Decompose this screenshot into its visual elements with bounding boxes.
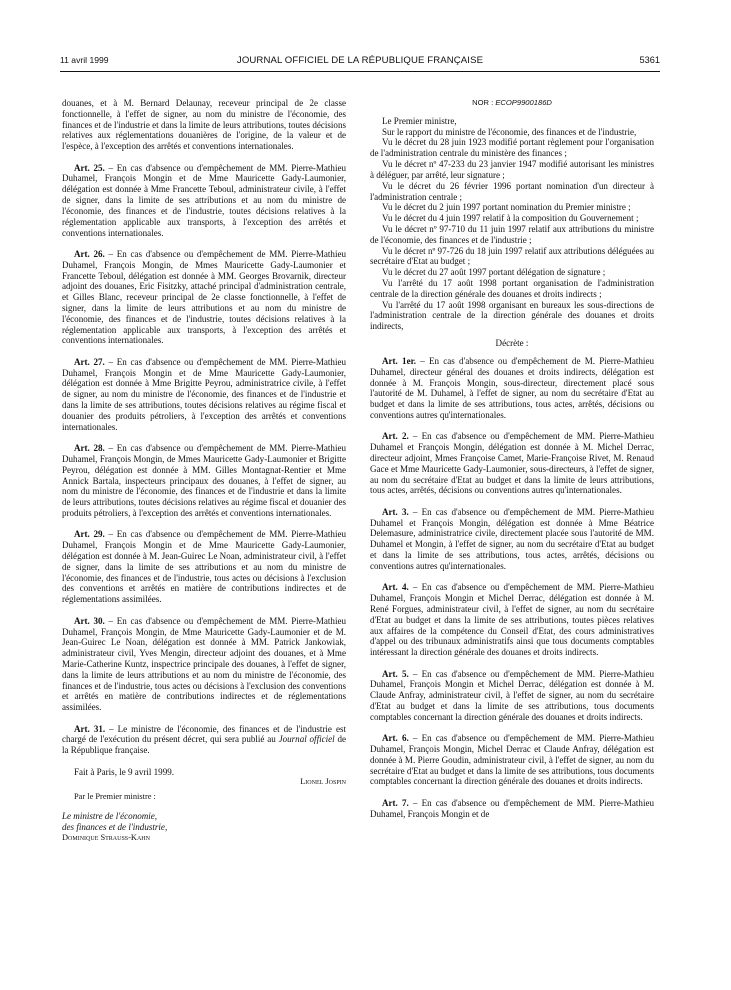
left-column <box>62 98 346 844</box>
article-label: Art. 31. <box>74 723 106 734</box>
article: Art. 6. – En cas d'absence ou d'empêchement de MM. Pierre-Mathieu Duhamel, François Mongin, Michel Derrac et Claude Anfray, délégation est donnée à M. Pierre Goudin, administrateur civil, à l'effet de signer, au nom du secrétaire d'Etat au budget et dans la limite de ses attributions, tous documents comptables concernant la direction générale des douanes et droits indirects. <box>370 733 655 787</box>
article-label: Art. 3. <box>382 506 409 517</box>
preamble-line: Sur le rapport du ministre de l'économie, des finances et de l'industrie, <box>382 126 637 137</box>
article: Art. 26. – En cas d'absence ou d'empêchement de MM. Pierre-Mathieu Duhamel, François Mongin, de Mmes Mauricette Gady-Laumonier et Francette Teboul, délégation est donnée à MM. Georges Brovarnik, directeur adjoint des douanes, Eric Fisitzky, attaché principal d'administration centrale, et Gilles Blanc, receveur principal de 2e classe fonctionnelle, à l'effet de signer, dans la limite de leurs attributions et au nom du ministre de l'économie, des finances et de l'industrie, toutes décisions relatives à la réglementation applicable aux transports, à l'exception des arrêtés et conventions internationales. <box>62 248 347 346</box>
nor-label: NOR : <box>472 98 494 107</box>
header-rule <box>60 71 660 72</box>
article-execution: Art. 31. – Le ministre de l'économie, des finances et de l'industrie est chargé de l'exécution du présent décret, qui sera publié au Journal officiel de la République française. <box>62 723 347 756</box>
preamble-line: Vu le décret du 26 février 1996 portant nomination d'un directeur à l'administration centrale ; <box>370 180 654 202</box>
article: Art. 5. – En cas d'absence ou d'empêchement de MM. Pierre-Mathieu Duhamel, François Mongin et Michel Derrac, délégation est donnée à M. Claude Anfray, administrateur civil, à l'effet de signer, au nom du secrétaire d'Etat au budget et dans la limite de ses attributions, tous documents comptables concernant la direction générale des douanes et droits indirects. <box>370 668 655 722</box>
continuation-paragraph: douanes, et à M. Bernard Delaunay, receveur principal de 2e classe fonctionnelle, à l'effet de signer, au nom du ministre de l'économie, des finances et de l'industrie et dans la limite de leurs attributions, toutes décisions relatives aux réglementations douanières de l'origine, de la valeur et de l'espèce, à l'exception des arrêtés et conventions internationales. <box>62 98 346 152</box>
article-label: Art. 7. <box>382 797 409 808</box>
article: Art. 3. – En cas d'absence ou d'empêchement de MM. Pierre-Mathieu Duhamel et François Mongin, délégation est donnée à Mme Béatrice Delemasure, administratrice civile, directement placée sous l'autorité de MM. Duhamel et Mongin, à l'effet de signer, au nom du secrétaire d'Etat au budget et dans la limite de ses attributions, tous actes, arrêtés, décisions ou conventions autres qu'internationales. <box>370 506 655 571</box>
signatory: Lionel Jospin <box>300 777 346 787</box>
preamble-line: Vu le décret du 28 juin 1923 modifié portant règlement pour l'organisation de l'administration centrale du ministère des finances ; <box>370 137 654 159</box>
preamble-line: Vu le décret du 2 juin 1997 portant nomination du Premier ministre ; <box>382 202 631 213</box>
preamble-line: Vu le décret nº 97-710 du 11 juin 1997 relatif aux attributions du ministre de l'économie, des finances et de l'industrie ; <box>370 223 654 245</box>
preamble-line: Vu le décret nº 47-233 du 23 janvier 1947 modifié autorisant les ministres à déléguer, par arrêté, leur signature ; <box>370 159 654 180</box>
article: Art. 4. – En cas d'absence ou d'empêchement de MM. Pierre-Mathieu Duhamel, François Mongin et Michel Derrac, délégation est donnée à M. René Forgues, administrateur civil, à l'effet de signer, au nom du secrétaire d'Etat au budget et dans la limite de ses attributions, toutes pièces relatives aux affaires de la compétence du Conseil d'Etat, des cours administratives d'appel ou des tribunaux administratifs ainsi que tous documents comptables intéressant la direction générale des douanes et droits indirects. <box>370 582 655 658</box>
article-text: En cas d'absence ou d'empêchement de MM. Pierre-Mathieu Duhamel, François Mongin, de Mme Mauricette Gady-Laumonier et de M. Jean-Guirec Le Noan, délégation est donnée à MM. Patrick Jankowiak, administrateur civil, Yves Mengin, directeur adjoint des douanes, et à Mme Marie-Catherine Kuntz, inspectrice principale des douanes, à l'effet de signer, dans la limite de leurs attributions et au nom du ministre de l'économie, des finances et de l'industrie, tous actes ou décisions à l'exclusion des conventions et arrêtés en matière de contributions indirectes et de réglementations assimilées. <box>62 615 347 713</box>
article: Art. 30. – En cas d'absence ou d'empêchement de MM. Pierre-Mathieu Duhamel, François Mongin, de Mme Mauricette Gady-Laumonier et de M. Jean-Guirec Le Noan, délégation est donnée à MM. Patrick Jankowiak, administrateur civil, Yves Mengin, directeur adjoint des douanes, et à Mme Marie-Catherine Kuntz, inspectrice principale des douanes, à l'effet de signer, dans la limite de leurs attributions et au nom du ministre de l'économie, des finances et de l'industrie, tous actes ou décisions à l'exclusion des conventions et arrêtés en matière de contributions indirectes et de réglementations assimilées. <box>62 615 347 713</box>
article-text: En cas d'absence ou d'empêchement de MM. Pierre-Mathieu Duhamel, François Mongin et de Mme Mauricette Gady-Laumonier, délégation est donnée à Mme Francette Teboul, administrateur civile, à l'effet de signer, dans la limite de ses attributions et au nom du ministre de l'économie, des finances et de l'industrie, toutes décisions relatives à la réglementation applicable aux transports, à l'exception des arrêtés et conventions internationales. <box>62 162 347 238</box>
journal-reference: Journal officiel <box>278 734 335 745</box>
header-date: 11 avril 1999 <box>60 55 109 65</box>
article-label: Art. 29. <box>74 529 105 540</box>
article: Art. 29. – En cas d'absence ou d'empêchement de MM. Pierre-Mathieu Duhamel, François Mongin et de Mme Mauricette Gady-Laumonier, délégation est donnée à M. Jean-Guirec Le Noan, administrateur civil, à l'effet de signer, dans la limite de ses attributions et au nom du ministre de l'économie, des finances et de l'industrie, tous actes ou décisions à l'exclusion des conventions et arrêtés en matière de contributions indirectes et de réglementations assimilées. <box>62 529 347 605</box>
minister-title-line-2: des finances et de l'industrie, <box>62 821 168 832</box>
article-text: de la République française. <box>62 734 347 756</box>
article-text: En cas d'absence ou d'empêchement de MM. Pierre-Mathieu Duhamel et François Mongin, délégation est donnée à M. Michel Derrac, directeur adjoint, Mmes Françoise Camet, Marie-Françoise Rivet, M. Renaud Gace et Mme Mauricette Gady-Laumonier, sous-directeurs, à l'effet de signer, au nom du secrétaire d'Etat au budget et dans la limite de leurs attributions, tous actes, arrêtés, décisions ou conventions autres qu'internationales. <box>370 431 655 496</box>
article-text: En cas d'absence ou d'empêchement de MM. Pierre-Mathieu Duhamel, François Mongin et de <box>370 797 655 819</box>
article: Art. 28. – En cas d'absence ou d'empêchement de MM. Pierre-Mathieu Duhamel, François Mongin, de Mmes Mauricette Gady-Laumonier et Brigitte Peyrou, délégation est donnée à MM. Gilles Montagnat-Rentier et Mme Annick Bartala, inspecteurs principaux des douanes, à l'effet de signer, au nom du ministre de l'économie, des finances et de l'industrie et dans la limite de leurs attributions, toutes décisions relatives au régime fiscal et douanier des produits pétroliers, à l'exception des arrêtés et conventions internationales. <box>62 443 347 518</box>
article-text: En cas d'absence ou d'empêchement de MM. Pierre-Mathieu Duhamel, François Mongin et Michel Derrac, délégation est donnée à M. Claude Anfray, administrateur civil, à l'effet de signer, au nom du secrétaire d'Etat au budget et dans la limite de ses attributions, tous documents comptables concernant la direction générale des douanes et droits indirects. <box>370 668 655 722</box>
done-at: Fait à Paris, le 9 avril 1999. <box>74 766 175 777</box>
article-text: En cas d'absence ou d'empêchement de MM. Pierre-Mathieu Duhamel, François Mongin et de Mme Mauricette Gady-Laumonier, délégation est donnée à Mme Brigitte Peyrou, administratrice civile, à l'effet de signer, au nom du ministre de l'économie, des finances et de l'industrie et dans la limite de ses attributions, toutes décisions relatives au régime fiscal et douanier des produits pétroliers, à l'exception des arrêtés et conventions internationales. <box>62 356 347 432</box>
article-label: Art. 6. <box>382 733 409 744</box>
article-text: En cas d'absence ou d'empêchement de MM. Pierre-Mathieu Duhamel, François Mongin, de Mmes Mauricette Gady-Laumonier et Brigitte Peyrou, délégation est donnée à MM. Gilles Montagnat-Rentier et Mme Annick Bartala, inspecteurs principaux des douanes, à l'effet de signer, au nom du ministre de l'économie, des finances et de l'industrie et dans la limite de leurs attributions, toutes décisions relatives au régime fiscal et douanier des produits pétroliers, à l'exception des arrêtés et conventions internationales. <box>62 443 347 518</box>
article-label: Art. 4. <box>382 582 409 593</box>
preamble-line: Vu le décret du 27 août 1997 portant délégation de signature ; <box>382 267 606 278</box>
article-label: Art. 1er. <box>382 355 417 366</box>
article-label: Art. 30. <box>74 615 105 626</box>
journal-title: JOURNAL OFFICIEL DE LA RÉPUBLIQUE FRANÇAISE <box>236 55 484 66</box>
nor-code: ECOP9900186D <box>495 98 552 107</box>
article: Art. 1er. – En cas d'absence ou d'empêchement de M. Pierre-Mathieu Duhamel, directeur général des douanes et droits indirects, délégation est donnée à M. François Mongin, sous-directeur, directement placé sous l'autorité de M. Duhamel, à l'effet de signer, au nom du secrétaire d'Etat au budget et dans la limite de ses attributions, tous actes, arrêtés, décisions ou conventions autres qu'internationales. <box>370 355 654 420</box>
preamble-line: Le Premier ministre, <box>382 115 457 126</box>
article-text: Le ministre de l'économie, des finances et de l'industrie est chargé de l'exécution du présent décret, qui sera publié au <box>62 723 346 745</box>
article-text: En cas d'absence ou d'empêchement de MM. Pierre-Mathieu Duhamel, François Mongin et Michel Derrac, délégation est donnée à M. René Forgues, administrateur civil, à l'effet de signer, au nom du secrétaire d'Etat au budget et dans la limite de ses attributions, toutes pièces relatives aux affaires de la compétence du Conseil d'Etat, des cours administratives d'appel ou des tribunaux administratifs ainsi que tous documents comptables intéressant la direction générale des douanes et droits indirects. <box>370 582 655 658</box>
article-text: En cas d'absence ou d'empêchement de MM. Pierre-Mathieu Duhamel, François Mongin, de Mmes Mauricette Gady-Laumonier et Francette Teboul, délégation est donnée à MM. Georges Brovarnik, directeur adjoint des douanes, Eric Fisitzky, attaché principal d'administration centrale, et Gilles Blanc, receveur principal de 2e classe fonctionnelle, à l'effet de signer, dans la limite de leurs attributions et au nom du ministre de l'économie, des finances et de l'industrie, toutes décisions relatives à la réglementation applicable aux transports, à l'exception des arrêtés et conventions internationales. <box>62 248 347 346</box>
by-premier-ministre: Par le Premier ministre : <box>74 792 156 802</box>
article: Art. 25. – En cas d'absence ou d'empêchement de MM. Pierre-Mathieu Duhamel, François Mongin et de Mme Mauricette Gady-Laumonier, délégation est donnée à Mme Francette Teboul, administrateur civile, à l'effet de signer, dans la limite de ses attributions et au nom du ministre de l'économie, des finances et de l'industrie, toutes décisions relatives à la réglementation applicable aux transports, à l'exception des arrêtés et conventions internationales. <box>62 162 347 238</box>
minister-name: Dominique Strauss-Kahn <box>62 832 150 842</box>
article-label: Art. 2. <box>382 431 409 442</box>
article-label: Art. 5. <box>382 668 409 679</box>
article-text: En cas d'absence ou d'empêchement de M. Pierre-Mathieu Duhamel, directeur général des douanes et droits indirects, délégation est donnée à M. François Mongin, sous-directeur, directement placé sous l'autorité de M. Duhamel, à l'effet de signer, au nom du secrétaire d'Etat au budget et dans la limite de ses attributions, tous actes, arrêtés, décisions ou conventions autres qu'internationales. <box>370 355 654 420</box>
preamble-line: Vu le décret du 4 juin 1997 relatif à la composition du Gouvernement ; <box>382 213 639 224</box>
right-column <box>370 98 654 820</box>
article-label: Art. 25. <box>74 162 105 173</box>
article: Art. 27. – En cas d'absence ou d'empêchement de MM. Pierre-Mathieu Duhamel, François Mongin et de Mme Mauricette Gady-Laumonier, délégation est donnée à Mme Brigitte Peyrou, administratrice civile, à l'effet de signer, au nom du ministre de l'économie, des finances et de l'industrie et dans la limite de ses attributions, toutes décisions relatives au régime fiscal et douanier des produits pétroliers, à l'exception des arrêtés et conventions internationales. <box>62 356 347 432</box>
nor-reference <box>370 98 654 109</box>
preamble-line: Vu l'arrêté du 17 août 1998 portant organisation de l'administration centrale de la direction générale des douanes et droits indirects ; <box>370 278 654 299</box>
article: Art. 7. – En cas d'absence ou d'empêchement de MM. Pierre-Mathieu Duhamel, François Mongin et de <box>370 797 655 819</box>
article-text: En cas d'absence ou d'empêchement de MM. Pierre-Mathieu Duhamel, François Mongin et de Mme Mauricette Gady-Laumonier, délégation est donnée à M. Jean-Guirec Le Noan, administrateur civil, à l'effet de signer, dans la limite de ses attributions et au nom du ministre de l'économie, des finances et de l'industrie, tous actes ou décisions à l'exclusion des conventions et arrêtés en matière de contributions indirectes et de réglementations assimilées. <box>62 529 347 605</box>
article: Art. 2. – En cas d'absence ou d'empêchement de MM. Pierre-Mathieu Duhamel et François Mongin, délégation est donnée à M. Michel Derrac, directeur adjoint, Mmes Françoise Camet, Marie-Françoise Rivet, M. Renaud Gace et Mme Mauricette Gady-Laumonier, sous-directeurs, à l'effet de signer, au nom du secrétaire d'Etat au budget et dans la limite de leurs attributions, tous actes, arrêtés, décisions ou conventions autres qu'internationales. <box>370 431 655 496</box>
page-number: 5361 <box>639 55 660 65</box>
article-text: En cas d'absence ou d'empêchement de MM. Pierre-Mathieu Duhamel, François Mongin, Michel Derrac et Claude Anfray, délégation est donnée à M. Pierre Goudin, administrateur civil, à l'effet de signer, au nom du secrétaire d'Etat au budget et dans la limite de ses attributions, tous documents comptables concernant la direction générale des douanes et droits indirects. <box>370 733 655 787</box>
article-label: Art. 26. <box>74 248 105 259</box>
preamble-line: Vu le décret nº 97-726 du 18 juin 1997 relatif aux attributions déléguées au secrétaire d'Etat au budget ; <box>370 245 654 267</box>
preamble-line: Vu l'arrêté du 17 août 1998 organisant en bureaux les sous-directions de l'administration centrale de la direction générale des douanes et droits indirects, <box>370 299 654 332</box>
decrete-heading: Décrète : <box>495 338 529 349</box>
minister-title-line-1: Le ministre de l'économie, <box>62 811 158 822</box>
article-label: Art. 28. <box>74 443 105 454</box>
page-header <box>60 55 660 69</box>
article-label: Art. 27. <box>74 356 105 367</box>
article-text: En cas d'absence ou d'empêchement de MM. Pierre-Mathieu Duhamel et François Mongin, délégation est donnée à Mme Béatrice Delemasure, administratrice civile, directement placée sous l'autorité de MM. Duhamel et Mongin, à l'effet de signer, au nom du secrétaire d'Etat au budget et dans la limite de ses attributions, tous actes, arrêtés, décisions ou conventions autres qu'internationales. <box>370 506 655 571</box>
